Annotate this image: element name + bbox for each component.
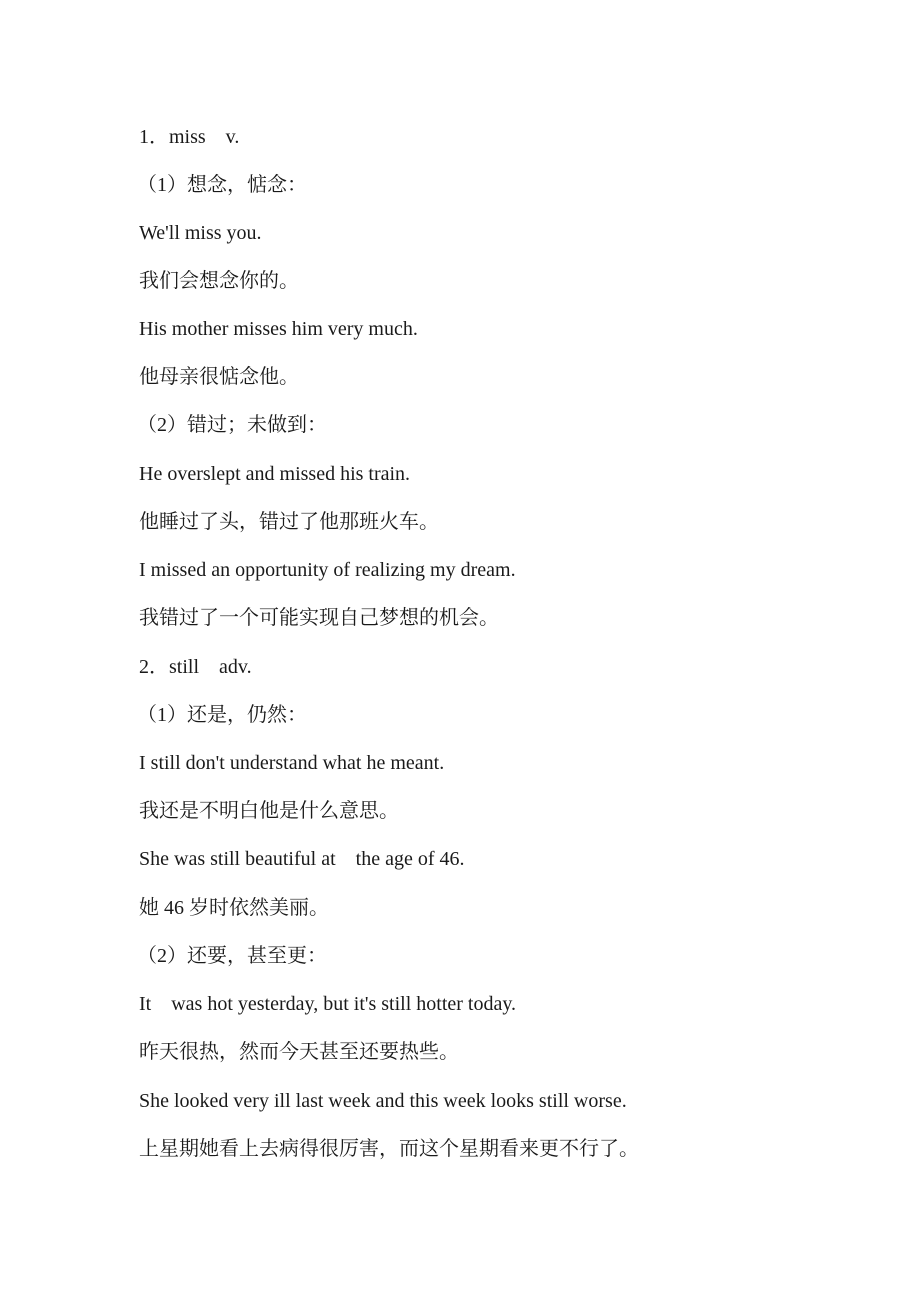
example-chinese: 我错过了一个可能实现自己梦想的机会。 — [139, 607, 499, 629]
example-english: His mother misses him very much. — [139, 318, 418, 340]
example-english: We'll miss you. — [139, 222, 262, 244]
example-chinese: 他母亲很惦念他。 — [139, 366, 299, 388]
sense-label: （1）还是，仍然： — [137, 704, 307, 726]
example-english: I still don't understand what he meant. — [139, 752, 445, 774]
entry-heading-still: 2．still adv. — [139, 656, 252, 678]
example-chinese: 她 46 岁时依然美丽。 — [139, 897, 329, 919]
example-chinese: 上星期她看上去病得很厉害，而这个星期看来更不行了。 — [139, 1138, 639, 1160]
example-english: She was still beautiful at the age of 46. — [139, 848, 465, 870]
example-english: I missed an opportunity of realizing my dream. — [139, 559, 516, 581]
example-chinese: 他睡过了头，错过了他那班火车。 — [139, 511, 439, 533]
sense-label: （2）错过；未做到： — [137, 414, 327, 436]
example-chinese: 我还是不明白他是什么意思。 — [139, 800, 399, 822]
example-chinese: 我们会想念你的。 — [139, 270, 299, 292]
example-english: He overslept and missed his train. — [139, 463, 411, 485]
sense-label: （1）想念，惦念： — [137, 174, 307, 196]
example-english: She looked very ill last week and this week looks still worse. — [139, 1090, 627, 1112]
example-chinese: 昨天很热，然而今天甚至还要热些。 — [139, 1041, 459, 1063]
sense-label: （2）还要，甚至更： — [137, 945, 327, 967]
entry-heading-miss: 1．miss v. — [139, 126, 240, 148]
example-english: It was hot yesterday, but it's still hotter today. — [139, 993, 517, 1015]
